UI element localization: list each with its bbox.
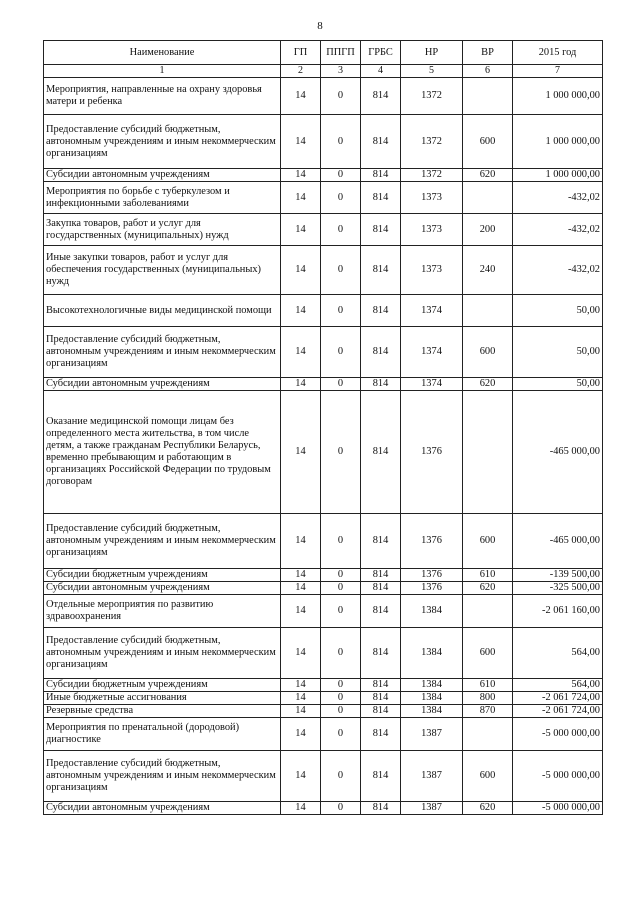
table-row [44, 514, 603, 569]
row-vr [463, 78, 513, 115]
col-number: 6 [463, 65, 513, 78]
col-header-grbs: ГРБС [361, 41, 401, 65]
row-nr: 1384 [401, 679, 463, 692]
row-amount: -2 061 724,00 [513, 692, 603, 705]
row-name: Субсидии бюджетным учреждениям [44, 679, 281, 692]
row-ppgp: 0 [321, 751, 361, 802]
row-ppgp: 0 [321, 679, 361, 692]
row-ppgp: 0 [321, 595, 361, 628]
row-vr [463, 595, 513, 628]
row-name: Закупка товаров, работ и услуг для государственных (муниципальных) нужд [44, 214, 281, 246]
row-nr: 1374 [401, 327, 463, 378]
row-ppgp: 0 [321, 295, 361, 327]
table-row [44, 169, 603, 182]
col-number: 3 [321, 65, 361, 78]
row-gp: 14 [281, 569, 321, 582]
row-nr: 1384 [401, 595, 463, 628]
row-name: Иные бюджетные ассигнования [44, 692, 281, 705]
row-amount: -2 061 724,00 [513, 705, 603, 718]
row-grbs: 814 [361, 378, 401, 391]
row-amount: -432,02 [513, 182, 603, 214]
row-ppgp: 0 [321, 628, 361, 679]
row-grbs: 814 [361, 327, 401, 378]
row-gp: 14 [281, 802, 321, 815]
row-gp: 14 [281, 214, 321, 246]
row-amount: 50,00 [513, 327, 603, 378]
row-gp: 14 [281, 582, 321, 595]
row-nr: 1373 [401, 214, 463, 246]
row-name: Субсидии автономным учреждениям [44, 582, 281, 595]
row-grbs: 814 [361, 391, 401, 514]
row-ppgp: 0 [321, 169, 361, 182]
row-gp: 14 [281, 514, 321, 569]
row-amount: -465 000,00 [513, 514, 603, 569]
row-nr: 1374 [401, 378, 463, 391]
row-name: Иные закупки товаров, работ и услуг для обеспечения государственных (муниципальных) нужд [44, 246, 281, 295]
row-amount: 50,00 [513, 378, 603, 391]
row-ppgp: 0 [321, 327, 361, 378]
row-nr: 1373 [401, 246, 463, 295]
row-grbs: 814 [361, 718, 401, 751]
row-name: Мероприятия, направленные на охрану здоровья матери и ребенка [44, 78, 281, 115]
row-vr: 200 [463, 214, 513, 246]
row-vr: 610 [463, 569, 513, 582]
row-gp: 14 [281, 78, 321, 115]
row-grbs: 814 [361, 78, 401, 115]
row-vr: 620 [463, 169, 513, 182]
row-grbs: 814 [361, 751, 401, 802]
row-name: Мероприятия по борьбе с туберкулезом и инфекционными заболеваниями [44, 182, 281, 214]
row-amount: -2 061 160,00 [513, 595, 603, 628]
row-nr: 1384 [401, 705, 463, 718]
row-gp: 14 [281, 182, 321, 214]
row-name: Субсидии автономным учреждениям [44, 169, 281, 182]
row-gp: 14 [281, 751, 321, 802]
row-ppgp: 0 [321, 582, 361, 595]
table-row [44, 751, 603, 802]
row-amount: -432,02 [513, 214, 603, 246]
row-gp: 14 [281, 378, 321, 391]
row-gp: 14 [281, 327, 321, 378]
row-ppgp: 0 [321, 378, 361, 391]
row-gp: 14 [281, 169, 321, 182]
row-vr: 600 [463, 115, 513, 169]
table-row [44, 718, 603, 751]
row-name: Отдельные мероприятия по развитию здравоохранения [44, 595, 281, 628]
row-nr: 1376 [401, 391, 463, 514]
row-vr: 600 [463, 751, 513, 802]
row-nr: 1376 [401, 569, 463, 582]
row-ppgp: 0 [321, 391, 361, 514]
row-gp: 14 [281, 628, 321, 679]
row-nr: 1373 [401, 182, 463, 214]
row-vr: 870 [463, 705, 513, 718]
row-name: Резервные средства [44, 705, 281, 718]
row-gp: 14 [281, 295, 321, 327]
row-vr: 240 [463, 246, 513, 295]
row-vr [463, 391, 513, 514]
row-vr: 620 [463, 582, 513, 595]
row-nr: 1376 [401, 582, 463, 595]
table-row [44, 78, 603, 115]
col-number: 5 [401, 65, 463, 78]
row-vr: 620 [463, 378, 513, 391]
column-number-row [44, 65, 603, 78]
table-row [44, 115, 603, 169]
row-vr: 600 [463, 628, 513, 679]
page-number: 8 [317, 20, 323, 32]
row-amount: -432,02 [513, 246, 603, 295]
row-grbs: 814 [361, 692, 401, 705]
row-name: Субсидии бюджетным учреждениям [44, 569, 281, 582]
row-grbs: 814 [361, 802, 401, 815]
row-vr: 600 [463, 514, 513, 569]
col-header-ppgp: ППГП [321, 41, 361, 65]
row-grbs: 814 [361, 246, 401, 295]
row-ppgp: 0 [321, 246, 361, 295]
row-ppgp: 0 [321, 802, 361, 815]
row-name: Мероприятия по пренатальной (дородовой) диагностике [44, 718, 281, 751]
row-grbs: 814 [361, 679, 401, 692]
row-grbs: 814 [361, 115, 401, 169]
table-row [44, 378, 603, 391]
row-amount: 564,00 [513, 679, 603, 692]
table-row [44, 628, 603, 679]
table-row [44, 327, 603, 378]
row-grbs: 814 [361, 569, 401, 582]
col-header-vr: ВР [463, 41, 513, 65]
row-vr [463, 182, 513, 214]
row-name: Предоставление субсидий бюджетным, автономным учреждениям и иным некоммерческим организациям [44, 751, 281, 802]
row-amount: 1 000 000,00 [513, 115, 603, 169]
col-number: 4 [361, 65, 401, 78]
row-vr: 800 [463, 692, 513, 705]
col-header-name: Наименование [44, 41, 281, 65]
table-row [44, 182, 603, 214]
row-amount: 50,00 [513, 295, 603, 327]
row-name: Предоставление субсидий бюджетным, автономным учреждениям и иным некоммерческим организациям [44, 327, 281, 378]
row-amount: -5 000 000,00 [513, 802, 603, 815]
row-grbs: 814 [361, 214, 401, 246]
row-ppgp: 0 [321, 214, 361, 246]
row-nr: 1387 [401, 802, 463, 815]
row-ppgp: 0 [321, 514, 361, 569]
row-gp: 14 [281, 391, 321, 514]
row-ppgp: 0 [321, 692, 361, 705]
row-nr: 1372 [401, 169, 463, 182]
col-number: 2 [281, 65, 321, 78]
row-grbs: 814 [361, 705, 401, 718]
table-row [44, 391, 603, 514]
col-number: 7 [513, 65, 603, 78]
row-nr: 1374 [401, 295, 463, 327]
row-amount: -5 000 000,00 [513, 718, 603, 751]
table-row [44, 569, 603, 582]
row-ppgp: 0 [321, 569, 361, 582]
table-row [44, 295, 603, 327]
row-name: Предоставление субсидий бюджетным, автономным учреждениям и иным некоммерческим организациям [44, 115, 281, 169]
table-row [44, 692, 603, 705]
row-gp: 14 [281, 679, 321, 692]
table-row [44, 214, 603, 246]
table-row [44, 802, 603, 815]
row-name: Предоставление субсидий бюджетным, автономным учреждениям и иным некоммерческим организациям [44, 514, 281, 569]
row-ppgp: 0 [321, 115, 361, 169]
row-name: Субсидии автономным учреждениям [44, 802, 281, 815]
row-vr: 610 [463, 679, 513, 692]
row-amount: -5 000 000,00 [513, 751, 603, 802]
row-nr: 1387 [401, 751, 463, 802]
row-amount: 564,00 [513, 628, 603, 679]
table-row [44, 246, 603, 295]
row-name: Оказание медицинской помощи лицам без определенного места жительства, в том числе детям, а также гражданам Республики Беларусь, временно пребывающим и работающим в организациях Российской Федерации по трудовым договорам [44, 391, 281, 514]
row-ppgp: 0 [321, 705, 361, 718]
row-ppgp: 0 [321, 182, 361, 214]
row-grbs: 814 [361, 514, 401, 569]
row-nr: 1376 [401, 514, 463, 569]
row-nr: 1384 [401, 628, 463, 679]
row-amount: 1 000 000,00 [513, 78, 603, 115]
row-gp: 14 [281, 246, 321, 295]
row-grbs: 814 [361, 595, 401, 628]
row-amount: -325 500,00 [513, 582, 603, 595]
row-nr: 1372 [401, 78, 463, 115]
row-name: Субсидии автономным учреждениям [44, 378, 281, 391]
row-vr [463, 718, 513, 751]
col-header-year: 2015 год [513, 41, 603, 65]
row-vr: 620 [463, 802, 513, 815]
row-nr: 1384 [401, 692, 463, 705]
table-row [44, 705, 603, 718]
row-grbs: 814 [361, 169, 401, 182]
row-gp: 14 [281, 595, 321, 628]
row-grbs: 814 [361, 628, 401, 679]
row-gp: 14 [281, 692, 321, 705]
row-ppgp: 0 [321, 718, 361, 751]
row-gp: 14 [281, 718, 321, 751]
col-header-gp: ГП [281, 41, 321, 65]
table-row [44, 595, 603, 628]
row-amount: -465 000,00 [513, 391, 603, 514]
row-grbs: 814 [361, 582, 401, 595]
header-row [44, 41, 603, 65]
row-vr: 600 [463, 327, 513, 378]
row-name: Предоставление субсидий бюджетным, автономным учреждениям и иным некоммерческим организациям [44, 628, 281, 679]
table-row [44, 582, 603, 595]
row-grbs: 814 [361, 182, 401, 214]
table-row [44, 679, 603, 692]
col-number: 1 [44, 65, 281, 78]
budget-table [43, 40, 603, 815]
row-gp: 14 [281, 705, 321, 718]
row-nr: 1387 [401, 718, 463, 751]
row-vr [463, 295, 513, 327]
row-grbs: 814 [361, 295, 401, 327]
row-amount: 1 000 000,00 [513, 169, 603, 182]
col-header-nr: НР [401, 41, 463, 65]
row-name: Высокотехнологичные виды медицинской помощи [44, 295, 281, 327]
row-gp: 14 [281, 115, 321, 169]
row-ppgp: 0 [321, 78, 361, 115]
row-nr: 1372 [401, 115, 463, 169]
row-amount: -139 500,00 [513, 569, 603, 582]
